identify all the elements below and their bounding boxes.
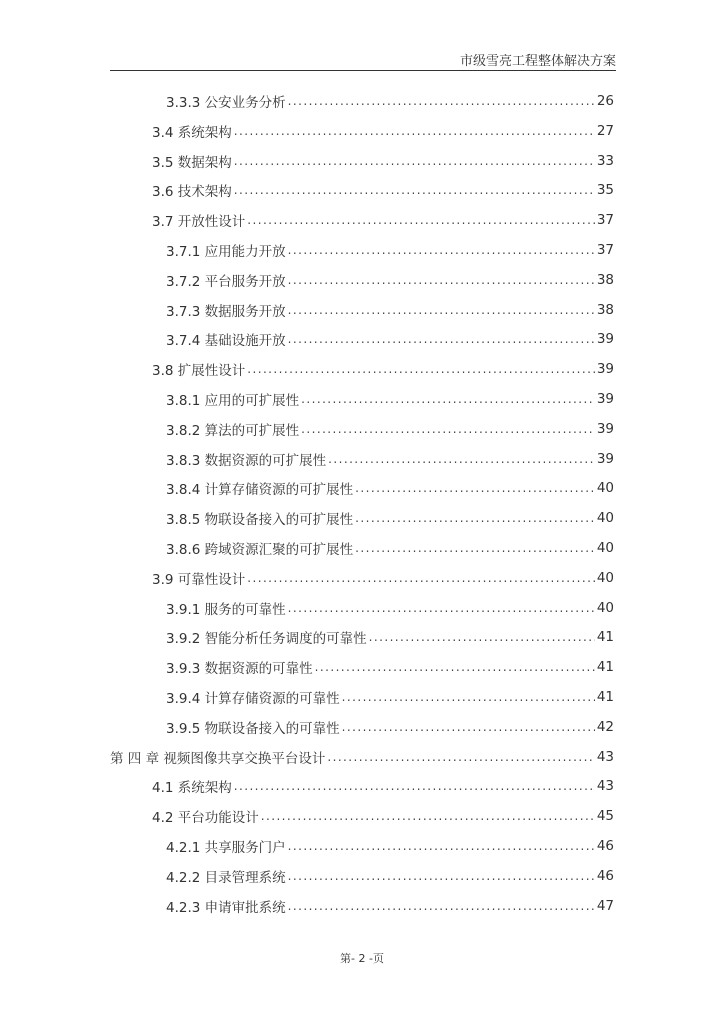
toc-entry-title: 3.8.1 应用的可扩展性 xyxy=(166,393,300,409)
toc-entry-page: 40 xyxy=(596,569,614,586)
toc-leader-dots xyxy=(261,809,595,823)
toc-leader-dots xyxy=(247,213,595,227)
toc-entry-title: 3.6 技术架构 xyxy=(152,184,232,201)
toc-entry[interactable] xyxy=(166,448,614,470)
toc-entry-page: 46 xyxy=(596,867,614,884)
toc-entry-title: 3.7.4 基础设施开放 xyxy=(166,333,286,350)
toc-entry-page: 42 xyxy=(596,718,614,735)
toc-leader-dots xyxy=(234,183,595,197)
toc-entry-title: 3.7 开放性设计 xyxy=(152,214,246,231)
toc-entry[interactable] xyxy=(166,865,614,887)
toc-entry-page: 46 xyxy=(596,838,614,854)
toc-leader-dots xyxy=(342,690,595,704)
toc-leader-dots xyxy=(288,303,595,317)
toc-entry[interactable] xyxy=(166,388,614,410)
toc-entry-page: 47 xyxy=(596,897,614,914)
toc-entry[interactable] xyxy=(166,597,614,619)
toc-leader-dots xyxy=(288,273,595,287)
toc-entry[interactable] xyxy=(166,716,614,738)
toc-leader-dots xyxy=(327,750,594,764)
toc-entry-title: 4.2.2 目录管理系统 xyxy=(166,869,286,886)
toc-entry-page: 39 xyxy=(596,391,614,407)
toc-entry-title: 第 四 章 视频图像共享交换平台设计 xyxy=(110,750,326,767)
toc-leader-dots xyxy=(288,839,595,853)
toc-entry-title: 3.7.1 应用能力开放 xyxy=(166,244,286,260)
toc-entry-title: 3.3.3 公安业务分析 xyxy=(166,95,286,111)
toc-entry-title: 4.2.1 共享服务门户 xyxy=(166,840,286,856)
toc-entry-title: 3.9 可靠性设计 xyxy=(152,571,246,588)
toc-leader-dots xyxy=(234,154,595,168)
toc-entry[interactable] xyxy=(166,239,614,261)
toc-entry-page: 26 xyxy=(596,93,614,109)
toc-entry-page: 40 xyxy=(596,540,614,556)
toc-entry-page: 38 xyxy=(596,271,614,288)
toc-leader-dots xyxy=(355,481,595,495)
toc-entry-title: 3.9.2 智能分析任务调度的可靠性 xyxy=(166,631,367,648)
toc-entry-page: 39 xyxy=(596,331,614,348)
toc-entry[interactable] xyxy=(166,299,614,321)
toc-leader-dots xyxy=(301,392,595,406)
toc-entry[interactable] xyxy=(166,626,614,648)
toc-entry-title: 3.9.5 物联设备接入的可靠性 xyxy=(166,720,340,737)
toc-entry-page: 39 xyxy=(596,450,614,467)
toc-entry-title: 3.7.2 平台服务开放 xyxy=(166,273,286,290)
document-title: 市级雪亮工程整体解决方案 xyxy=(459,54,616,69)
toc-entry-title: 3.8 扩展性设计 xyxy=(152,363,246,380)
toc-entry-page: 39 xyxy=(596,420,614,437)
toc-entry-page: 40 xyxy=(596,599,614,616)
toc-entry-page: 41 xyxy=(596,629,614,646)
toc-entry-page: 37 xyxy=(596,212,614,229)
toc-entry-title: 3.5 数据架构 xyxy=(152,154,232,171)
toc-entry[interactable] xyxy=(166,656,614,678)
toc-entry[interactable] xyxy=(166,328,614,350)
toc-entry-title: 3.9.3 数据资源的可靠性 xyxy=(166,661,313,678)
toc-entry[interactable] xyxy=(166,537,614,559)
toc-entry[interactable] xyxy=(166,686,614,708)
toc-leader-dots xyxy=(315,660,595,674)
toc-entry[interactable] xyxy=(152,120,614,142)
page-header xyxy=(110,50,616,71)
toc-entry-title: 3.7.3 数据服务开放 xyxy=(166,303,286,320)
toc-entry-title: 3.8.5 物联设备接入的可扩展性 xyxy=(166,512,354,529)
toc-leader-dots xyxy=(301,422,595,436)
toc-entry-title: 3.8.4 计算存储资源的可扩展性 xyxy=(166,482,354,499)
toc-entry-title: 4.2.3 申请审批系统 xyxy=(166,899,286,916)
toc-leader-dots xyxy=(355,541,595,555)
toc-entry[interactable] xyxy=(152,775,614,797)
toc-leader-dots xyxy=(288,869,595,883)
toc-entry[interactable] xyxy=(152,179,614,201)
toc-entry[interactable] xyxy=(166,90,614,112)
toc-leader-dots xyxy=(288,601,595,615)
toc-leader-dots xyxy=(342,720,595,734)
toc-leader-dots xyxy=(234,779,595,793)
toc-entry-page: 33 xyxy=(596,152,614,169)
toc-entry[interactable] xyxy=(166,835,614,857)
toc-entry-title: 4.1 系统架构 xyxy=(152,780,232,797)
page-number: 第- 2 -页 xyxy=(340,952,384,965)
toc-leader-dots xyxy=(288,332,595,346)
toc-entry-page: 43 xyxy=(596,778,614,795)
toc-entry-page: 39 xyxy=(596,361,614,378)
toc-entry-title: 3.8.2 算法的可扩展性 xyxy=(166,422,300,439)
toc-leader-dots xyxy=(247,362,595,376)
toc-leader-dots xyxy=(247,571,595,585)
toc-entry[interactable] xyxy=(152,358,614,380)
toc-leader-dots xyxy=(328,452,595,466)
toc-entry-page: 45 xyxy=(596,808,614,825)
toc-entry-page: 27 xyxy=(596,122,614,139)
toc-entry-page: 41 xyxy=(596,689,614,705)
toc-entry-title: 3.4 系统架构 xyxy=(152,124,232,141)
toc-entry-title: 4.2 平台功能设计 xyxy=(152,810,259,827)
toc-entry-page: 40 xyxy=(596,510,614,527)
toc-leader-dots xyxy=(369,630,595,644)
toc-entry[interactable] xyxy=(152,805,614,827)
toc-entry[interactable] xyxy=(152,209,614,231)
toc-entry-page: 37 xyxy=(596,242,614,258)
toc-entry[interactable] xyxy=(166,895,614,917)
toc-entry-title: 3.9.1 服务的可靠性 xyxy=(166,601,286,618)
toc-entry-page: 43 xyxy=(596,748,614,765)
toc-leader-dots xyxy=(288,899,595,913)
toc-entry-title: 3.8.6 跨域资源汇聚的可扩展性 xyxy=(166,542,354,558)
toc-leader-dots xyxy=(234,124,595,138)
toc-leader-dots xyxy=(355,511,595,525)
toc-entry[interactable] xyxy=(166,418,614,440)
toc-entry-page: 35 xyxy=(596,182,614,199)
toc-entry-page: 41 xyxy=(596,659,614,676)
toc-entry-page: 38 xyxy=(596,301,614,318)
toc-leader-dots xyxy=(288,94,595,108)
toc-leader-dots xyxy=(288,243,595,257)
toc-entry-page: 40 xyxy=(596,480,614,497)
toc-entry[interactable] xyxy=(110,746,614,768)
toc-entry-title: 3.8.3 数据资源的可扩展性 xyxy=(166,452,327,469)
toc-entry-title: 3.9.4 计算存储资源的可靠性 xyxy=(166,691,340,707)
toc-entry[interactable] xyxy=(152,567,614,589)
toc-entry[interactable] xyxy=(152,150,614,172)
toc-entry[interactable] xyxy=(166,477,614,499)
toc-entry[interactable] xyxy=(166,269,614,291)
toc-entry[interactable] xyxy=(166,507,614,529)
